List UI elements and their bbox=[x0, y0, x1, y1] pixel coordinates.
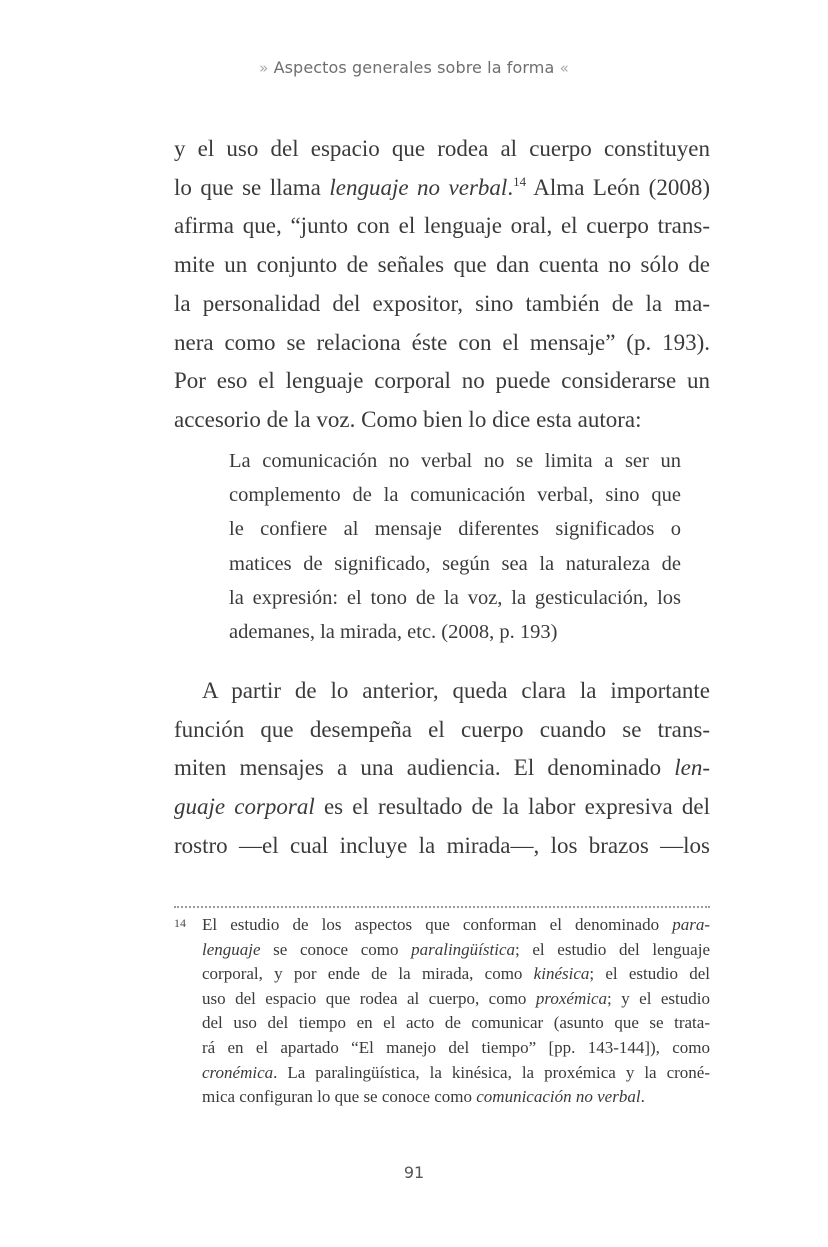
italic-term: para- bbox=[672, 915, 710, 934]
text-segment: . bbox=[640, 1087, 645, 1107]
italic-term: comunicación no verbal bbox=[476, 1087, 641, 1107]
italic-term: kinésica bbox=[533, 964, 590, 984]
text-segment: . La paralingüística, la kinésica, la proxémica y la croné- bbox=[273, 1062, 710, 1082]
paragraph-1 bbox=[174, 130, 710, 440]
quote-line: la expresión: el tono de la voz, la gesticulación, los bbox=[229, 586, 681, 609]
footnote-marker: 14 bbox=[174, 916, 186, 930]
italic-term: lenguaje bbox=[202, 939, 261, 959]
quote-line: le confiere al mensaje diferentes significados o bbox=[229, 518, 681, 541]
page-number: 91 bbox=[403, 1163, 425, 1182]
italic-term: paralingüística bbox=[411, 939, 516, 959]
italic-term: lenguaje no verbal bbox=[329, 174, 508, 200]
italic-term: guaje corporal bbox=[174, 794, 315, 820]
text-line: y el uso del espacio que rodea al cuerpo constituyen bbox=[174, 136, 710, 161]
italic-term: cronémica bbox=[202, 1062, 274, 1082]
text-segment: ; el estudio del bbox=[589, 964, 710, 984]
text-line: función que desempeña el cuerpo cuando se trans- bbox=[174, 716, 710, 742]
footnote-14 bbox=[174, 913, 710, 1110]
text-line bbox=[174, 169, 710, 208]
quote-line: La comunicación no verbal no se limita a ser un bbox=[229, 450, 681, 472]
text-segment: corporal, y por ende de la mirada, como bbox=[202, 964, 534, 984]
footnote-line bbox=[202, 962, 710, 987]
quote-line: complemento de la comunicación verbal, sino que bbox=[229, 484, 681, 507]
text-line: afirma que, “junto con el lenguaje oral, el cuerpo trans- bbox=[174, 213, 710, 239]
text-line: la personalidad del expositor, sino también de la ma- bbox=[174, 290, 710, 316]
footnote-divider bbox=[174, 906, 710, 908]
text-segment: miten mensajes a una audiencia. El denominado bbox=[174, 755, 675, 781]
footnote-line bbox=[202, 1085, 710, 1110]
text-segment: ; y el estudio bbox=[607, 988, 710, 1008]
running-head-title: Aspectos generales sobre la forma bbox=[273, 58, 555, 77]
footnote-line bbox=[202, 913, 710, 938]
text-segment: Alma León (2008) bbox=[526, 174, 710, 200]
text-segment: ; el estudio del lenguaje bbox=[515, 939, 710, 959]
text-line: Por eso el lenguaje corporal no puede considerarse un bbox=[174, 368, 710, 394]
text-segment: . bbox=[507, 174, 514, 200]
block-quote bbox=[229, 444, 681, 649]
paragraph-2 bbox=[174, 672, 710, 866]
running-head bbox=[0, 58, 828, 77]
text-line bbox=[174, 788, 710, 827]
quote-line: ademanes, la mirada, etc. (2008, p. 193) bbox=[229, 621, 558, 644]
footnote-line: del uso del tiempo en el acto de comunicar (asunto que se trata- bbox=[202, 1013, 710, 1033]
text-line: nera como se relaciona éste con el mensaje” (p. 193). bbox=[174, 329, 710, 355]
running-head-right-mark: « bbox=[559, 59, 569, 77]
text-line: accesorio de la voz. Como bien lo dice esta autora: bbox=[174, 406, 642, 432]
italic-term: proxémica bbox=[535, 988, 608, 1008]
text-segment: se conoce como bbox=[260, 939, 412, 959]
footnote-line: rá en el apartado “El manejo del tiempo” [pp. 143-144]), como bbox=[202, 1037, 710, 1057]
footnote-line bbox=[202, 1061, 710, 1086]
quote-line: matices de significado, según sea la naturaleza de bbox=[229, 552, 681, 575]
text-line bbox=[174, 749, 710, 788]
text-line: mite un conjunto de señales que dan cuenta no sólo de bbox=[174, 252, 710, 278]
text-segment: uso del espacio que rodea al cuerpo, como bbox=[202, 988, 536, 1008]
running-head-left-mark: » bbox=[259, 59, 269, 77]
text-segment: es el resultado de la labor expresiva del bbox=[314, 794, 710, 820]
footnote-line bbox=[202, 987, 710, 1012]
footnote-body bbox=[202, 913, 710, 1110]
text-segment: mica configuran lo que se conoce como bbox=[202, 1087, 477, 1107]
footnote-line bbox=[202, 938, 710, 963]
italic-term: len- bbox=[674, 755, 710, 781]
footnote-reference[interactable]: 14 bbox=[513, 173, 527, 189]
text-line: rostro —el cual incluye la mirada—, los brazos —los bbox=[174, 832, 710, 858]
text-segment: El estudio de los aspectos que conforman el denominado bbox=[202, 915, 673, 934]
text-line: A partir de lo anterior, queda clara la importante bbox=[202, 678, 710, 703]
text-segment: lo que se llama bbox=[174, 174, 330, 200]
